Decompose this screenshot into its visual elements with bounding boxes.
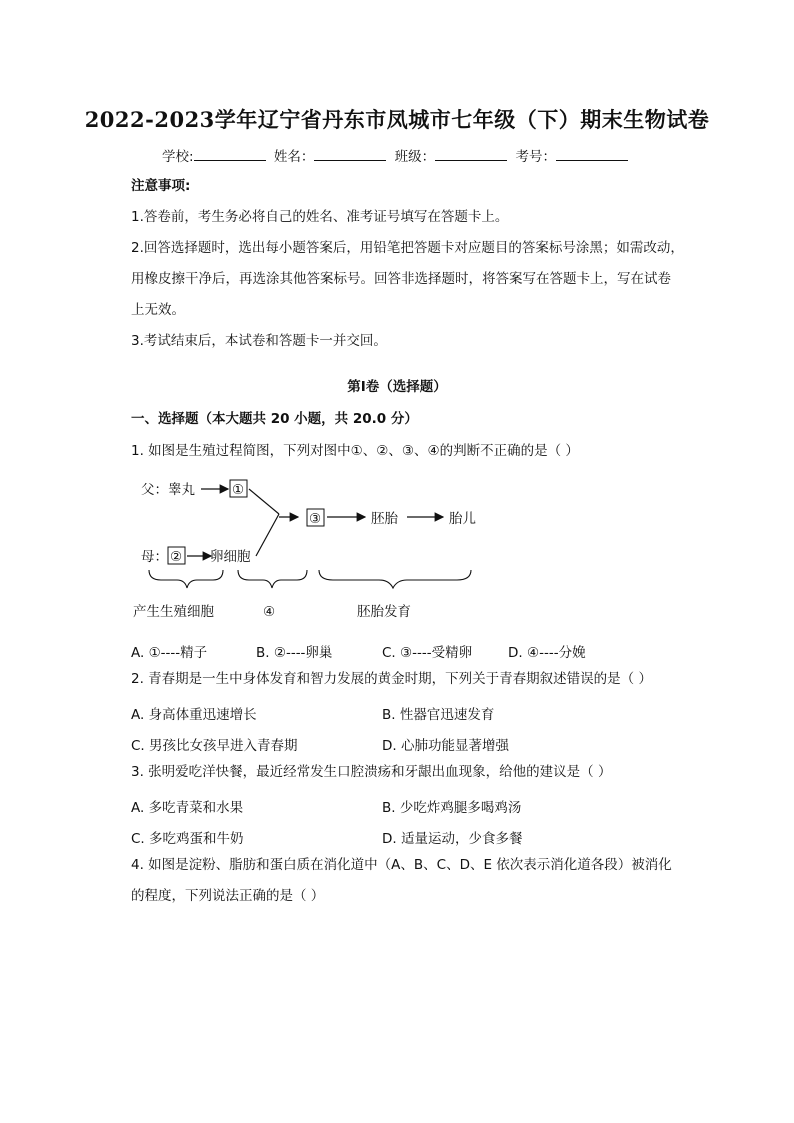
q2-option-a[interactable]: A. 身高体重迅速增长: [131, 707, 257, 723]
box-2-label: ②: [170, 549, 183, 565]
question-1-stem: 1. 如图是生殖过程简图，下列对图中①、②、③、④的判断不正确的是（ ）: [131, 443, 579, 459]
brace-produce: [149, 570, 223, 588]
section-subtitle: 一、选择题（本大题共 20 小题，共 20.0 分）: [131, 411, 418, 427]
name-blank[interactable]: [314, 148, 386, 161]
box-3-label: ③: [309, 511, 322, 527]
note-item-2-end: 上无效。: [131, 302, 185, 318]
q3-option-d[interactable]: D. 适量运动，少食多餐: [382, 831, 523, 847]
label-produce: 产生生殖细胞: [133, 604, 214, 620]
question-2-stem: 2. 青春期是一生中身体发育和智力发展的黄金时期，下列关于青春期叙述错误的是（ ）: [131, 671, 652, 687]
note-item-3: 3.考试结束后，本试卷和答题卡一并交回。: [131, 333, 387, 349]
question-3-stem: 3. 张明爱吃洋快餐，最近经常发生口腔溃疡和牙龈出血现象，给他的建议是（ ）: [131, 764, 612, 780]
q3-option-b[interactable]: B. 少吃炸鸡腿多喝鸡汤: [382, 800, 522, 816]
brace-4: [238, 570, 307, 588]
school-label: 学校:: [162, 149, 194, 165]
q3-option-c[interactable]: C. 多吃鸡蛋和牛奶: [131, 831, 244, 847]
note-item-2: 2.回答选择题时，选出每小题答案后，用铅笔把答题卡对应题目的答案标号涂黑；如需改动，: [131, 240, 684, 256]
class-blank[interactable]: [435, 148, 507, 161]
q2-option-c[interactable]: C. 男孩比女孩早进入青春期: [131, 738, 298, 754]
q3-option-a[interactable]: A. 多吃青菜和水果: [131, 800, 244, 816]
line-sperm: [249, 489, 279, 514]
reproduction-diagram: [131, 474, 531, 629]
embryo-label: 胚胎: [371, 511, 398, 527]
q1-option-b[interactable]: B. ②----卵巢: [256, 645, 333, 661]
student-info-line: [0, 145, 794, 165]
egg-label: 卵细胞: [210, 549, 251, 565]
name-label: 姓名：: [273, 149, 315, 165]
class-label: 班级：: [394, 149, 436, 165]
q1-option-d[interactable]: D. ④----分娩: [508, 645, 586, 661]
label-4: ④: [263, 604, 276, 620]
note-item-1: 1.答卷前，考生务必将自己的姓名、准考证号填写在答题卡上。: [131, 209, 509, 225]
line-egg: [256, 514, 279, 556]
q2-option-d[interactable]: D. 心肺功能显著增强: [382, 738, 509, 754]
question-4-stem: 4. 如图是淀粉、脂肪和蛋白质在消化道中（A、B、C、D、E 依次表示消化道各段）被消化: [131, 857, 672, 873]
page-title: 2022-2023学年辽宁省丹东市凤城市七年级（下）期末生物试卷: [84, 107, 710, 132]
label-develop: 胚胎发育: [357, 604, 411, 620]
father-label: 父：睾丸: [141, 482, 195, 498]
note-item-2-cont: 用橡皮擦干净后，再选涂其他答案标号。回答非选择题时，将答案写在答题卡上，写在试卷: [131, 271, 671, 287]
number-label: 考号：: [515, 149, 556, 165]
section-title: 第I卷（选择题）: [347, 379, 447, 395]
mother-label: 母：: [141, 549, 168, 565]
q1-option-c[interactable]: C. ③----受精卵: [382, 645, 473, 661]
school-blank[interactable]: [194, 148, 266, 161]
fetus-label: 胎儿: [449, 511, 476, 527]
brace-develop: [319, 570, 471, 588]
notes-heading: 注意事项:: [131, 178, 191, 194]
box-1-label: ①: [232, 482, 245, 498]
number-blank[interactable]: [556, 148, 628, 161]
q2-option-b[interactable]: B. 性器官迅速发育: [382, 707, 495, 723]
question-4-stem-cont: 的程度，下列说法正确的是（ ）: [131, 888, 325, 904]
q1-option-a[interactable]: A. ①----精子: [131, 645, 208, 661]
